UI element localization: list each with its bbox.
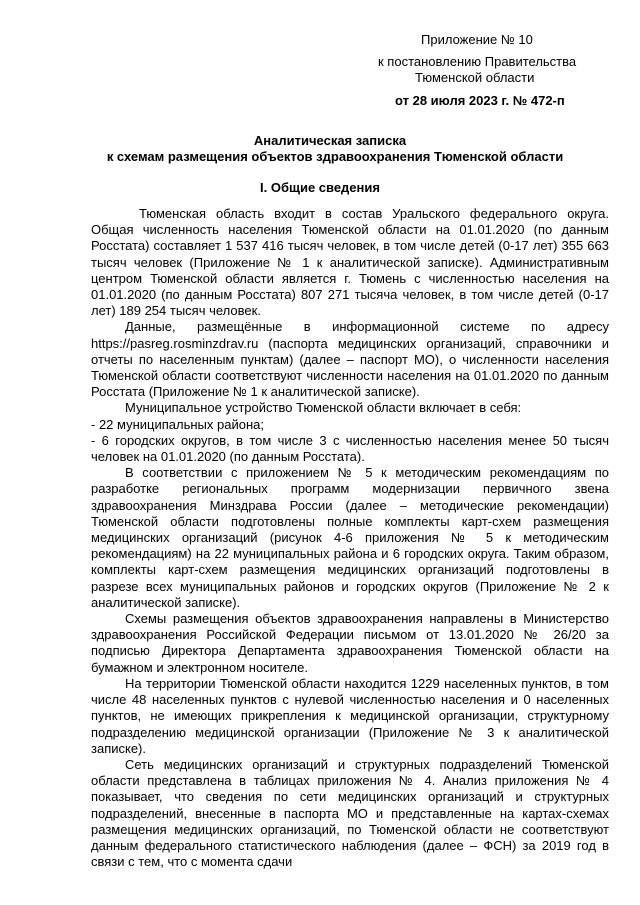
document-title-line1: Аналитическая записка [253,133,407,148]
resolution-date-number: от 28 июля 2023 г. № 472-п [395,93,565,108]
paragraph: В соответствии с приложением № 5 к методическим рекомендациям по разработке региональных программ модернизации первичного звена здравоохранения Минздрава России (далее – методические рекомендации) Тюменской области подготовлены полные комплекты карт-схем размещения медицинских организаций (рисунок 4-6 приложения № 5 к методическим рекомендациям) на 22 муниципальных района и 6 городских округа. Таким образом, комплекты карт-схем размещения медицинских организаций подготовлены в разрезе всех муниципальных районов и городских округов (Приложение № 2 к аналитической записке). [91,465,609,610]
section-heading: I. Общие сведения [260,180,380,195]
appendix-label: Приложение № 10 [421,32,533,47]
paragraph: Муниципальное устройство Тюменской области включает в себя: [125,400,522,416]
list-item: - 6 городских округов, в том числе 3 с численностью населения менее 50 тысяч человек на 01.01.2020 (по данным Росстата). [91,432,609,465]
document-body [91,206,609,870]
resolution-reference: к постановлению Правительства [378,54,577,69]
document-title-line2: к схемам размещения объектов здравоохранения Тюменской области [106,149,564,164]
paragraph: На территории Тюменской области находится 1229 населенных пунктов, в том числе 48 населенных пунктов с нулевой численностью населения и 0 населенных пунктов, не имеющих прикрепления к медицинской организации, структурному подразделению медицинской организации (Приложение № 3 к аналитической записке). [91,675,609,756]
paragraph: Схемы размещения объектов здравоохранения направлены в Министерство здравоохранения Российской Федерации письмом от 13.01.2020 № 26/20 за подписью Директора Департамента здравоохранения Тюменской области на бумажном и электронном носителе. [91,611,609,675]
paragraph: Сеть медицинских организаций и структурных подразделений Тюменской области представлена в таблицах приложения № 4. Анализ приложения № 4 показывает, что сведения по сети медицинских организаций и структурных подразделений, внесенные в паспорта МО и представленные на картах-схемах размещения медицинских организаций, по Тюменской области не соответствуют данным федерального статистического наблюдения (далее – ФСН) за 2019 год в связи с тем, что с момента сдачи [91,756,609,870]
paragraph: Тюменская область входит в состав Уральского федерального округа. Общая численность населения Тюменской области на 01.01.2020 (по данным Росстата) составляет 1 537 416 тысяч человек, в том числе детей (0-17 лет) 355 663 тысяч человек (Приложение № 1 к аналитической записке). Административным центром Тюменской области является г. Тюмень с численностью населения на 01.01.2020 (по данным Росстата) 807 271 тысяча человек, в том числе детей (0-17 лет) 189 254 тысяч человек. [91,206,609,319]
paragraph: Данные, размещённые в информационной системе по адресу https://pasreg.rosminzdrav.ru (паспорта медицинских организаций, справочники и отчеты по населенным пунктам) (далее – паспорт МО), о численности населения Тюменской области соответствуют численности населения на 01.01.2020 по данным Росстата (Приложение № 1 к аналитической записке). [91,319,609,400]
list-item: - 22 муниципальных района; [91,416,264,432]
region-name: Тюменской области [415,70,535,85]
